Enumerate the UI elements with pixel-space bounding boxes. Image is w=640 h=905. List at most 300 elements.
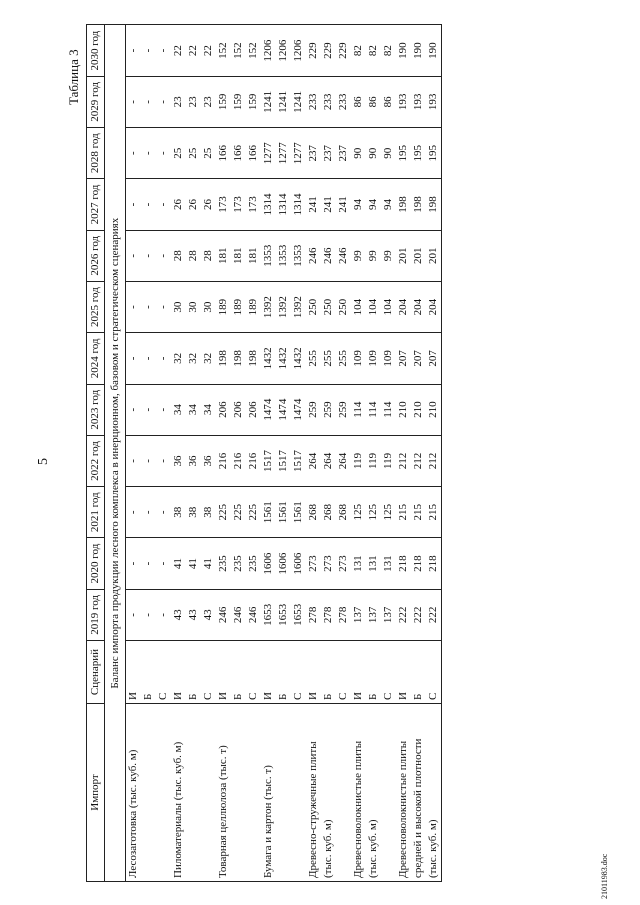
value-cell: 190 (396, 25, 411, 76)
value-cell: 1353 (291, 230, 306, 281)
value-cell: 268 (336, 487, 351, 538)
value-cell: 207 (396, 333, 411, 384)
value-cell: 34 (186, 384, 201, 435)
value-cell: - (126, 230, 142, 281)
header-year: 2029 год (87, 76, 105, 127)
scenario-cell: Б (411, 641, 426, 704)
value-cell: - (141, 487, 156, 538)
table-row (171, 25, 186, 882)
product-cell: Бумага и картон (тыс. т) (261, 704, 276, 882)
value-cell: 268 (306, 487, 321, 538)
value-cell: 32 (171, 333, 186, 384)
value-cell: 82 (381, 25, 396, 76)
value-cell: 159 (231, 76, 246, 127)
table-row (156, 25, 171, 882)
value-cell: 235 (231, 538, 246, 589)
value-cell: 207 (411, 333, 426, 384)
value-cell: 1474 (261, 384, 276, 435)
value-cell: 216 (216, 435, 231, 486)
value-cell: 25 (201, 128, 216, 179)
value-cell: 125 (351, 487, 366, 538)
table-row (321, 25, 336, 882)
value-cell: 1314 (261, 179, 276, 230)
value-cell: 173 (246, 179, 261, 230)
product-cell: (тыс. куб. м) (321, 704, 336, 882)
product-cell: (тыс. куб. м) (426, 704, 442, 882)
value-cell: 204 (426, 281, 442, 332)
value-cell: 1277 (261, 128, 276, 179)
value-cell: 206 (231, 384, 246, 435)
table-row (141, 25, 156, 882)
value-cell: 38 (186, 487, 201, 538)
value-cell: 215 (426, 487, 442, 538)
value-cell: - (126, 384, 142, 435)
value-cell: 1561 (261, 487, 276, 538)
value-cell: 218 (426, 538, 442, 589)
value-cell: 250 (306, 281, 321, 332)
value-cell: 36 (186, 435, 201, 486)
value-cell: 125 (366, 487, 381, 538)
value-cell: 109 (351, 333, 366, 384)
value-cell: 190 (411, 25, 426, 76)
product-cell (246, 704, 261, 882)
value-cell: 137 (381, 589, 396, 640)
value-cell: 28 (201, 230, 216, 281)
value-cell: 1392 (291, 281, 306, 332)
value-cell: 181 (231, 230, 246, 281)
header-year: 2022 год (87, 435, 105, 486)
value-cell: 94 (381, 179, 396, 230)
value-cell: 1561 (276, 487, 291, 538)
value-cell: 229 (306, 25, 321, 76)
header-year: 2019 год (87, 589, 105, 640)
value-cell: 159 (246, 76, 261, 127)
value-cell: 1561 (291, 487, 306, 538)
value-cell: 166 (231, 128, 246, 179)
value-cell: 210 (426, 384, 442, 435)
value-cell: 273 (336, 538, 351, 589)
value-cell: 36 (171, 435, 186, 486)
value-cell: 278 (336, 589, 351, 640)
value-cell: 1517 (291, 435, 306, 486)
value-cell: 28 (171, 230, 186, 281)
value-cell: 222 (411, 589, 426, 640)
scenario-cell: И (396, 641, 411, 704)
value-cell: 218 (396, 538, 411, 589)
value-cell: 30 (186, 281, 201, 332)
value-cell: 1241 (291, 76, 306, 127)
value-cell: - (156, 589, 171, 640)
table-row (261, 25, 276, 882)
value-cell: 114 (381, 384, 396, 435)
value-cell: 207 (426, 333, 442, 384)
value-cell: 189 (216, 281, 231, 332)
table-row (216, 25, 231, 882)
value-cell: 201 (426, 230, 442, 281)
value-cell: 1653 (261, 589, 276, 640)
table-row (201, 25, 216, 882)
value-cell: 212 (411, 435, 426, 486)
value-cell: 43 (201, 589, 216, 640)
value-cell: 215 (396, 487, 411, 538)
value-cell: 1606 (276, 538, 291, 589)
value-cell: 225 (216, 487, 231, 538)
value-cell: 181 (216, 230, 231, 281)
table-caption: Баланс импорта продукции лесного комплекса в инерционном, базовом и стратегическом сценариях (105, 25, 126, 882)
value-cell: 212 (396, 435, 411, 486)
value-cell: 34 (171, 384, 186, 435)
value-cell: 229 (336, 25, 351, 76)
value-cell: - (141, 25, 156, 76)
value-cell: - (141, 281, 156, 332)
header-year: 2027 год (87, 179, 105, 230)
value-cell: 152 (231, 25, 246, 76)
header-year: 2021 год (87, 487, 105, 538)
value-cell: 41 (186, 538, 201, 589)
value-cell: 250 (321, 281, 336, 332)
product-cell: Товарная целлюлоза (тыс. т) (216, 704, 231, 882)
value-cell: - (126, 179, 142, 230)
value-cell: - (156, 179, 171, 230)
value-cell: 25 (171, 128, 186, 179)
value-cell: 1241 (261, 76, 276, 127)
value-cell: 1432 (291, 333, 306, 384)
value-cell: 119 (366, 435, 381, 486)
value-cell: - (126, 76, 142, 127)
scenario-cell: Б (141, 641, 156, 704)
value-cell: 278 (321, 589, 336, 640)
value-cell: 94 (366, 179, 381, 230)
value-cell: - (156, 281, 171, 332)
value-cell: 90 (366, 128, 381, 179)
value-cell: 222 (396, 589, 411, 640)
table-body (105, 25, 442, 882)
table-row (336, 25, 351, 882)
header-year: 2020 год (87, 538, 105, 589)
product-cell: Пиломатериалы (тыс. куб. м) (171, 704, 186, 882)
product-cell (276, 704, 291, 882)
value-cell: - (156, 487, 171, 538)
value-cell: - (141, 384, 156, 435)
value-cell: 159 (216, 76, 231, 127)
value-cell: 259 (336, 384, 351, 435)
scenario-cell: Б (231, 641, 246, 704)
value-cell: - (156, 76, 171, 127)
value-cell: 43 (171, 589, 186, 640)
value-cell: 264 (336, 435, 351, 486)
value-cell: 125 (381, 487, 396, 538)
header-year: 2023 год (87, 384, 105, 435)
value-cell: 26 (201, 179, 216, 230)
value-cell: 241 (336, 179, 351, 230)
value-cell: 1353 (261, 230, 276, 281)
value-cell: 104 (381, 281, 396, 332)
table-row (306, 25, 321, 882)
value-cell: 229 (321, 25, 336, 76)
value-cell: 273 (306, 538, 321, 589)
value-cell: 198 (411, 179, 426, 230)
value-cell: 23 (201, 76, 216, 127)
value-cell: 189 (246, 281, 261, 332)
value-cell: 34 (201, 384, 216, 435)
value-cell: 1517 (261, 435, 276, 486)
value-cell: - (126, 128, 142, 179)
value-cell: 198 (216, 333, 231, 384)
value-cell: 268 (321, 487, 336, 538)
product-cell (381, 704, 396, 882)
import-balance-table (86, 24, 442, 882)
value-cell: - (156, 333, 171, 384)
value-cell: 198 (426, 179, 442, 230)
value-cell: 1314 (276, 179, 291, 230)
value-cell: 215 (411, 487, 426, 538)
product-cell: Лесозаготовка (тыс. куб. м) (126, 704, 142, 882)
scenario-cell: Б (321, 641, 336, 704)
table-row (396, 25, 411, 882)
value-cell: 1206 (291, 25, 306, 76)
value-cell: 36 (201, 435, 216, 486)
value-cell: 246 (321, 230, 336, 281)
scenario-cell: Б (366, 641, 381, 704)
value-cell: - (126, 589, 142, 640)
value-cell: 237 (336, 128, 351, 179)
value-cell: 1392 (276, 281, 291, 332)
value-cell: 86 (351, 76, 366, 127)
value-cell: 1474 (291, 384, 306, 435)
table-row (411, 25, 426, 882)
value-cell: 246 (246, 589, 261, 640)
value-cell: - (156, 538, 171, 589)
scenario-cell: С (426, 641, 442, 704)
value-cell: 32 (201, 333, 216, 384)
value-cell: 99 (351, 230, 366, 281)
scenario-cell: С (156, 641, 171, 704)
value-cell: 23 (171, 76, 186, 127)
value-cell: 246 (216, 589, 231, 640)
value-cell: 246 (306, 230, 321, 281)
value-cell: 23 (186, 76, 201, 127)
scenario-cell: И (306, 641, 321, 704)
value-cell: 22 (186, 25, 201, 76)
product-cell: Древесноволокнистые плиты (351, 704, 366, 882)
product-cell: средней и высокой плотности (411, 704, 426, 882)
value-cell: - (126, 281, 142, 332)
header-year: 2028 год (87, 128, 105, 179)
value-cell: 195 (396, 128, 411, 179)
value-cell: 193 (411, 76, 426, 127)
value-cell: 1517 (276, 435, 291, 486)
value-cell: 198 (246, 333, 261, 384)
value-cell: 152 (246, 25, 261, 76)
value-cell: 181 (246, 230, 261, 281)
value-cell: 198 (396, 179, 411, 230)
value-cell: - (156, 384, 171, 435)
header-row (87, 25, 105, 882)
value-cell: 233 (336, 76, 351, 127)
value-cell: 237 (306, 128, 321, 179)
value-cell: 1432 (276, 333, 291, 384)
value-cell: 38 (171, 487, 186, 538)
value-cell: 131 (381, 538, 396, 589)
value-cell: 235 (246, 538, 261, 589)
value-cell: 235 (216, 538, 231, 589)
value-cell: 233 (321, 76, 336, 127)
value-cell: 225 (246, 487, 261, 538)
value-cell: 41 (201, 538, 216, 589)
value-cell: 30 (201, 281, 216, 332)
value-cell: - (126, 538, 142, 589)
value-cell: 201 (396, 230, 411, 281)
value-cell: 210 (411, 384, 426, 435)
value-cell: - (126, 25, 142, 76)
value-cell: 26 (171, 179, 186, 230)
value-cell: 264 (306, 435, 321, 486)
scenario-cell: И (261, 641, 276, 704)
value-cell: 206 (246, 384, 261, 435)
value-cell: 255 (336, 333, 351, 384)
value-cell: 1314 (291, 179, 306, 230)
table-label: Таблица 3 (66, 49, 81, 105)
value-cell: 1606 (291, 538, 306, 589)
value-cell: 104 (366, 281, 381, 332)
value-cell: 1606 (261, 538, 276, 589)
value-cell: 119 (351, 435, 366, 486)
scenario-cell: И (171, 641, 186, 704)
value-cell: - (156, 230, 171, 281)
value-cell: 264 (321, 435, 336, 486)
value-cell: 210 (396, 384, 411, 435)
value-cell: 41 (171, 538, 186, 589)
value-cell: 82 (366, 25, 381, 76)
value-cell: 26 (186, 179, 201, 230)
product-cell (186, 704, 201, 882)
product-cell: (тыс. куб. м) (366, 704, 381, 882)
value-cell: 1353 (276, 230, 291, 281)
value-cell: 206 (216, 384, 231, 435)
header-year: 2026 год (87, 230, 105, 281)
value-cell: - (141, 589, 156, 640)
value-cell: 82 (351, 25, 366, 76)
value-cell: 99 (381, 230, 396, 281)
value-cell: 114 (351, 384, 366, 435)
value-cell: 137 (351, 589, 366, 640)
value-cell: - (141, 128, 156, 179)
value-cell: 273 (321, 538, 336, 589)
value-cell: - (141, 179, 156, 230)
table-row (426, 25, 442, 882)
value-cell: 233 (306, 76, 321, 127)
value-cell: 241 (321, 179, 336, 230)
product-cell (141, 704, 156, 882)
product-cell (231, 704, 246, 882)
value-cell: 237 (321, 128, 336, 179)
value-cell: 250 (336, 281, 351, 332)
value-cell: - (156, 435, 171, 486)
header-import: Импорт (87, 704, 105, 882)
caption-row (105, 25, 126, 882)
value-cell: 1474 (276, 384, 291, 435)
value-cell: 255 (306, 333, 321, 384)
value-cell: 216 (246, 435, 261, 486)
value-cell: 1241 (276, 76, 291, 127)
header-year: 2030 год (87, 25, 105, 76)
product-cell: Древесноволокнистые плиты (396, 704, 411, 882)
scenario-cell: И (126, 641, 142, 704)
scenario-cell: С (336, 641, 351, 704)
value-cell: 152 (216, 25, 231, 76)
value-cell: 193 (426, 76, 442, 127)
value-cell: 195 (411, 128, 426, 179)
value-cell: 90 (351, 128, 366, 179)
value-cell: 28 (186, 230, 201, 281)
value-cell: 1277 (291, 128, 306, 179)
table-row (186, 25, 201, 882)
product-cell: Древесно-стружечные плиты (306, 704, 321, 882)
value-cell: - (156, 128, 171, 179)
value-cell: - (141, 76, 156, 127)
value-cell: 1653 (276, 589, 291, 640)
value-cell: 246 (231, 589, 246, 640)
value-cell: 173 (231, 179, 246, 230)
scenario-cell: С (246, 641, 261, 704)
value-cell: - (156, 25, 171, 76)
table-row (246, 25, 261, 882)
value-cell: 43 (186, 589, 201, 640)
value-cell: 222 (426, 589, 442, 640)
value-cell: 114 (366, 384, 381, 435)
table-row (351, 25, 366, 882)
scenario-cell: И (351, 641, 366, 704)
product-cell (156, 704, 171, 882)
value-cell: 38 (201, 487, 216, 538)
value-cell: 246 (336, 230, 351, 281)
value-cell: - (141, 538, 156, 589)
value-cell: 22 (171, 25, 186, 76)
value-cell: 190 (426, 25, 442, 76)
value-cell: 86 (381, 76, 396, 127)
value-cell: 131 (351, 538, 366, 589)
value-cell: 255 (321, 333, 336, 384)
value-cell: - (141, 230, 156, 281)
scenario-cell: С (291, 641, 306, 704)
value-cell: 278 (306, 589, 321, 640)
scenario-cell: Б (186, 641, 201, 704)
value-cell: 131 (366, 538, 381, 589)
scenario-cell: И (216, 641, 231, 704)
value-cell: - (126, 435, 142, 486)
value-cell: 173 (216, 179, 231, 230)
value-cell: 225 (231, 487, 246, 538)
value-cell: 259 (306, 384, 321, 435)
value-cell: 1653 (291, 589, 306, 640)
value-cell: 166 (246, 128, 261, 179)
value-cell: 109 (381, 333, 396, 384)
scenario-cell: С (201, 641, 216, 704)
product-cell (336, 704, 351, 882)
value-cell: 189 (231, 281, 246, 332)
value-cell: 204 (411, 281, 426, 332)
value-cell: 198 (231, 333, 246, 384)
page-number: 5 (36, 458, 51, 465)
value-cell: 259 (321, 384, 336, 435)
value-cell: 104 (351, 281, 366, 332)
value-cell: 241 (306, 179, 321, 230)
value-cell: 32 (186, 333, 201, 384)
value-cell: 212 (426, 435, 442, 486)
value-cell: - (126, 487, 142, 538)
value-cell: 30 (171, 281, 186, 332)
value-cell: 1432 (261, 333, 276, 384)
